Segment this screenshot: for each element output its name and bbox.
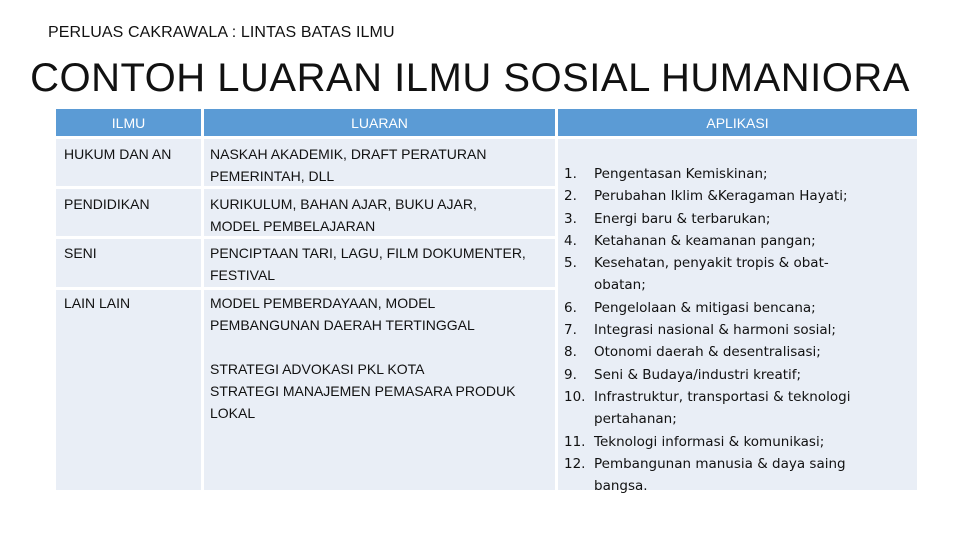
luaran-row-4-line-1: MODEL PEMBERDAYAAN, MODEL: [210, 295, 436, 311]
slide-header: PERLUAS CAKRAWALA : LINTAS BATAS ILMU: [48, 24, 395, 41]
aplikasi-item-7: [564, 319, 912, 341]
aplikasi-item-8: [564, 341, 912, 363]
aplikasi-num: 11.: [564, 433, 586, 450]
aplikasi-num: 6.: [564, 299, 577, 316]
col-header-luaran: [204, 109, 555, 136]
aplikasi-text: Kesehatan, penyakit tropis & obat-: [594, 255, 829, 272]
aplikasi-text: Integrasi nasional & harmoni sosial;: [594, 322, 836, 339]
aplikasi-text: Pembangunan manusia & daya saing: [594, 455, 846, 472]
aplikasi-item-1: [564, 163, 912, 185]
aplikasi-num: 3.: [564, 210, 577, 227]
col-header-ilmu-label: ILMU: [111, 114, 146, 131]
luaran-row-3-line-1: PENCIPTAAN TARI, LAGU, FILM DOKUMENTER,: [210, 245, 526, 261]
luaran-row-2-line-2: MODEL PEMBELAJARAN: [210, 218, 376, 234]
aplikasi-item-3: [564, 208, 912, 230]
aplikasi-text-cont: obatan;: [594, 277, 646, 294]
luaran-row-3: [210, 242, 526, 286]
aplikasi-item-10: [564, 386, 912, 431]
col-header-luaran-label: LUARAN: [351, 114, 408, 131]
luaran-row-2: [210, 193, 477, 237]
ilmu-row-3: SENI: [64, 245, 97, 261]
luaran-row-4-extra-line-1: STRATEGI ADVOKASI PKL KOTA: [210, 361, 425, 377]
slide-title: CONTOH LUARAN ILMU SOSIAL HUMANIORA: [30, 56, 910, 100]
aplikasi-text: Pengentasan Kemiskinan;: [594, 166, 768, 182]
aplikasi-text: Ketahanan & keamanan pangan;: [594, 232, 816, 249]
ilmu-cell-4: [56, 290, 201, 490]
luaran-row-3-line-2: FESTIVAL: [210, 267, 276, 283]
aplikasi-num: 12.: [564, 455, 586, 472]
aplikasi-text: Pengelolaan & mitigasi bencana;: [594, 299, 816, 316]
ilmu-row-1: HUKUM DAN AN: [64, 146, 172, 162]
aplikasi-text: Energi baru & terbarukan;: [594, 210, 771, 227]
aplikasi-num: 4.: [564, 232, 577, 249]
luaran-row-1-line-1: NASKAH AKADEMIK, DRAFT PERATURAN: [210, 146, 487, 162]
aplikasi-num: 7.: [564, 322, 577, 339]
aplikasi-text: Infrastruktur, transportasi & teknologi: [594, 388, 851, 405]
aplikasi-text: Teknologi informasi & komunikasi;: [594, 433, 825, 450]
col-header-aplikasi-label: APLIKASI: [706, 114, 769, 131]
luaran-row-2-line-1: KURIKULUM, BAHAN AJAR, BUKU AJAR,: [210, 196, 477, 212]
aplikasi-num: 5.: [564, 255, 577, 272]
ilmu-row-4: LAIN LAIN: [64, 295, 131, 311]
aplikasi-item-5: [564, 252, 912, 297]
luaran-row-4: [210, 292, 475, 336]
aplikasi-item-4: [564, 230, 912, 252]
aplikasi-text: Otonomi daerah & desentralisasi;: [594, 344, 821, 361]
luaran-row-1-line-2: PEMERINTAH, DLL: [210, 168, 335, 184]
luaran-row-1: [210, 143, 486, 187]
ilmu-row-2: PENDIDIKAN: [64, 196, 150, 212]
aplikasi-list: [564, 163, 912, 497]
aplikasi-num: 10.: [564, 388, 586, 405]
col-header-ilmu: [56, 109, 201, 136]
aplikasi-item-9: [564, 364, 912, 386]
luaran-row-4-extra-line-2: STRATEGI MANAJEMEN PEMASARA PRODUK: [210, 383, 516, 399]
aplikasi-num: 1.: [564, 166, 577, 182]
aplikasi-text: Perubahan Iklim &Keragaman Hayati;: [594, 188, 848, 205]
aplikasi-item-11: [564, 431, 912, 453]
aplikasi-num: 9.: [564, 366, 577, 383]
aplikasi-item-2: [564, 185, 912, 207]
aplikasi-item-6: [564, 297, 912, 319]
luaran-row-4-line-2: PEMBANGUNAN DAERAH TERTINGGAL: [210, 317, 475, 333]
aplikasi-num: 2.: [564, 188, 577, 205]
luaran-row-4-extra-line-3: LOKAL: [210, 405, 256, 421]
col-header-aplikasi: [558, 109, 917, 136]
luaran-row-4-extra: [210, 358, 515, 424]
aplikasi-text-cont: bangsa.: [594, 478, 648, 495]
aplikasi-text-cont: pertahanan;: [594, 411, 677, 428]
aplikasi-text: Seni & Budaya/industri kreatif;: [594, 366, 802, 383]
aplikasi-num: 8.: [564, 344, 577, 361]
aplikasi-item-12: [564, 453, 912, 498]
